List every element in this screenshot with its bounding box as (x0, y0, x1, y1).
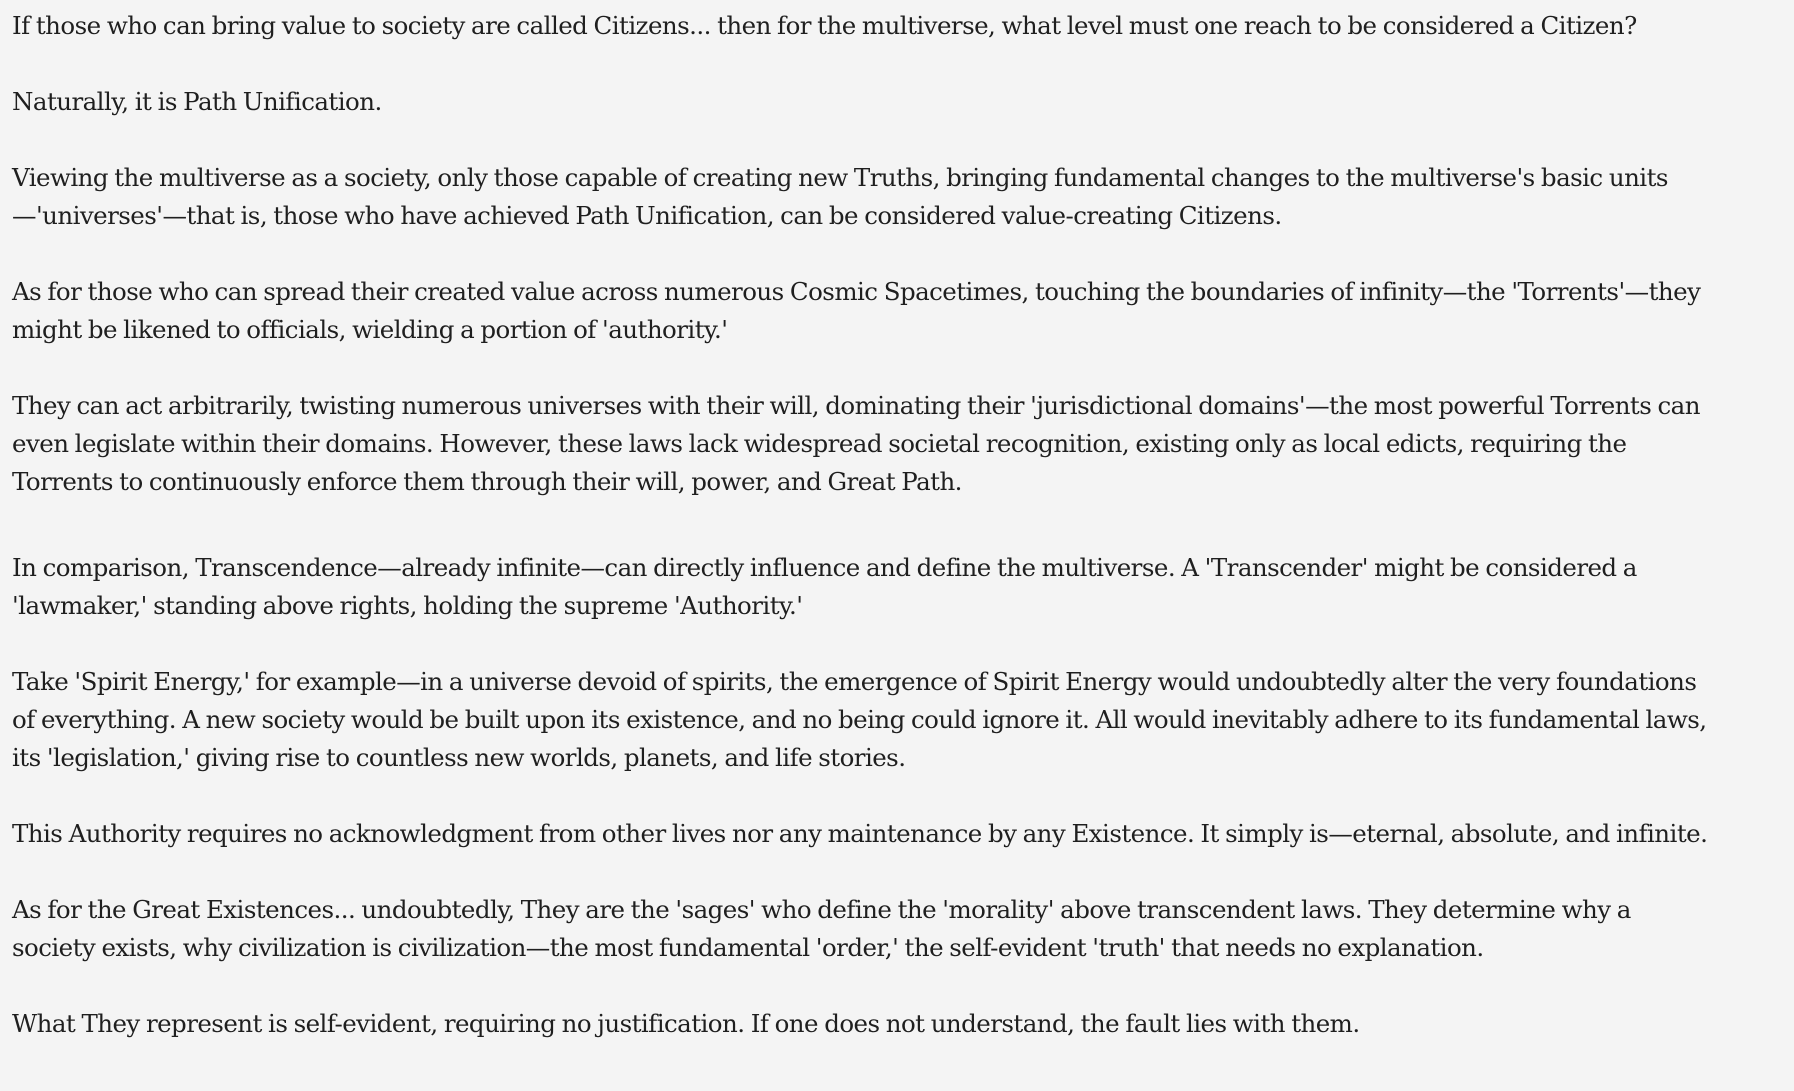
paragraph-self-evident: What They represent is self-evident, requiring no justification. If one does not understand, the fault lies with them. (12, 1009, 1360, 1038)
paragraph-citizens-question: If those who can bring value to society are called Citizens... then for the multiverse, what level must one reach to be considered a Citizen? (12, 11, 1637, 40)
paragraph-torrents-legislate: They can act arbitrarily, twisting numerous universes with their will, dominating their 'jurisdictional domains'—the most powerful Torrents can even legislate within their domains. However, these laws lack widespread societal recognition, existing only as local edicts, requiring the Torrents to continuously enforce them through their will, power, and Great Path. (12, 391, 1700, 496)
paragraph-transcender-lawmaker: In comparison, Transcendence—already infinite—can directly influence and define the multiverse. A 'Transcender' might be considered a 'lawmaker,' standing above rights, holding the supreme 'Authority.' (12, 553, 1637, 620)
paragraph-great-existences: As for the Great Existences... undoubtedly, They are the 'sages' who define the 'morality' above transcendent laws. They determine why a society exists, why civilization is civilization—the most fundamental 'order,' the self-evident 'truth' that needs no explanation. (12, 895, 1631, 962)
paragraph-spirit-energy: Take 'Spirit Energy,' for example—in a universe devoid of spirits, the emergence of Spirit Energy would undoubtedly alter the very foundations of everything. A new society would be built upon its existence, and no being could ignore it. All would inevitably adhere to its fundamental laws, its 'legislation,' giving rise to countless new worlds, planets, and life stories. (12, 667, 1707, 772)
paragraph-torrents-officials: As for those who can spread their created value across numerous Cosmic Spacetimes, touching the boundaries of infinity—the 'Torrents'—they might be likened to officials, wielding a portion of 'authority.' (12, 277, 1701, 344)
paragraph-path-unification: Naturally, it is Path Unification. (12, 87, 382, 116)
chapter-text (12, 0, 1712, 1081)
paragraph-multiverse-society: Viewing the multiverse as a society, only those capable of creating new Truths, bringing fundamental changes to the multiverse's basic units—'universes'—that is, those who have achieved Path Unification, can be considered value-creating Citizens. (12, 163, 1668, 230)
paragraph-authority: This Authority requires no acknowledgment from other lives nor any maintenance by any Existence. It simply is—eternal, absolute, and infinite. (12, 819, 1708, 848)
